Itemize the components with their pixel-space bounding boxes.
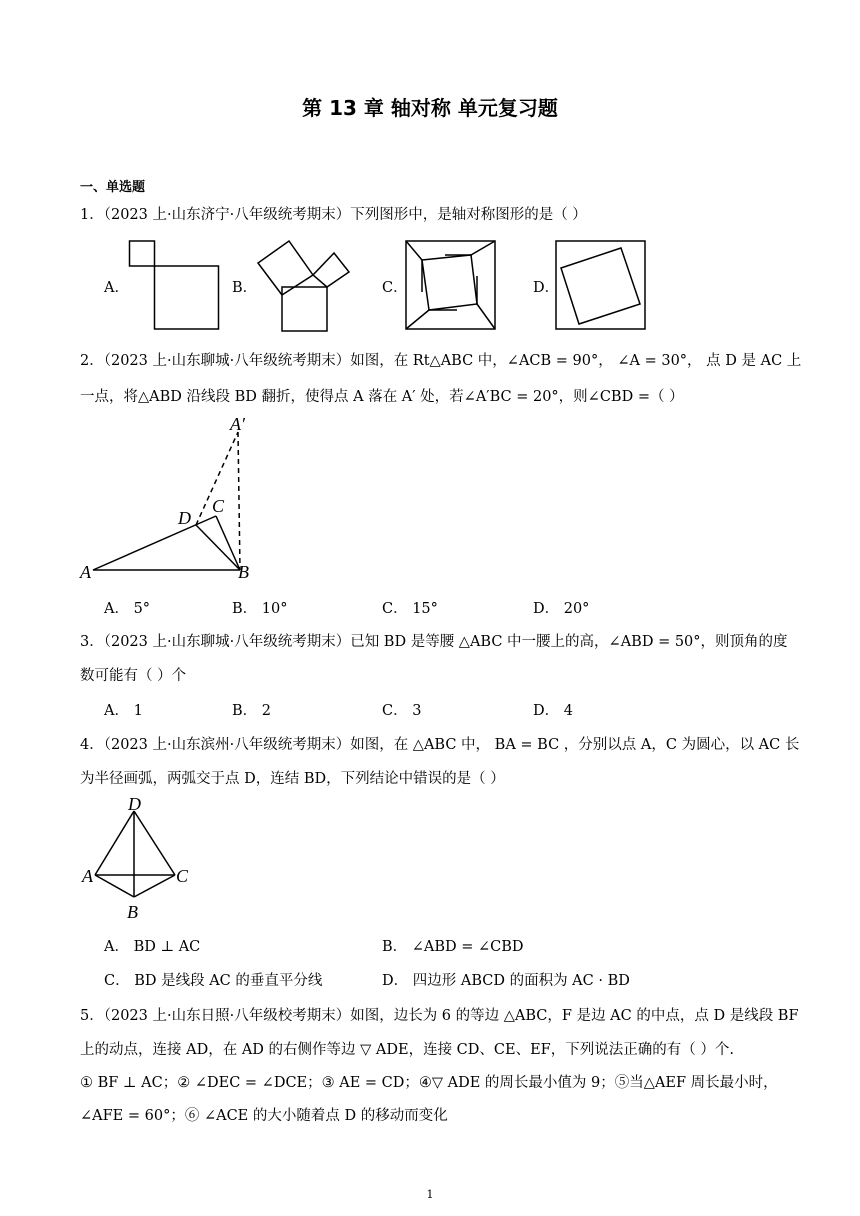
q5-stem-line1: 5．（2023 上·山东日照·八年级校考期末）如图，边长为 6 的等边 △ABC，F 是边 AC 的中点，点 D 是线段 BF <box>80 1008 799 1024</box>
q4-label-b: B <box>127 902 138 922</box>
q4-stem-line2: 为半径画弧，两弧交于点 D，连结 BD，下列结论中错误的是（ ） <box>80 771 505 787</box>
q2-stem-line1: 2．（2023 上·山东聊城·八年级统考期末）如图，在 Rt△ABC 中，∠ACB = 90°， ∠A = 30°， 点 D 是 AC 上 <box>80 353 802 369</box>
section-heading: 一、单选题 <box>80 180 146 195</box>
q1-option-a-label: A． <box>104 280 129 296</box>
q2-option-d: D． 20° <box>533 601 590 617</box>
q5-stem-line2: 上的动点，连接 AD，在 AD 的右侧作等边 ▽ ADE，连接 CD、CE、EF，下列说法正确的有（ ）个. <box>80 1042 734 1058</box>
q2-label-d: D <box>178 508 191 528</box>
q3-stem-line2: 数可能有（ ）个 <box>80 668 187 684</box>
q1-option-c-label: C． <box>382 280 408 296</box>
q4-stem-line1: 4．（2023 上·山东滨州·八年级统考期末）如图，在 △ABC 中， BA = BC ，分别以点 A，C 为圆心，以 AC 长 <box>80 737 800 753</box>
q4-option-a: A． BD ⊥ AC <box>104 939 201 955</box>
q4-option-b: B． ∠ABD = ∠CBD <box>382 939 524 955</box>
q2-option-c: C． 15° <box>382 601 438 617</box>
q2-option-b: B． 10° <box>232 601 288 617</box>
q3-stem-line1: 3．（2023 上·山东聊城·八年级统考期末）已知 BD 是等腰 △ABC 中一腰上的高，∠ABD = 50°，则顶角的度 <box>80 634 788 650</box>
page-number: 1 <box>426 1188 434 1201</box>
q4-option-d: D． 四边形 ABCD 的面积为 AC · BD <box>382 973 630 989</box>
q2-stem-line2: 一点，将△ABD 沿线段 BD 翻折，使得点 A 落在 A′ 处，若∠A′BC = 20°，则∠CBD =（ ） <box>80 389 684 405</box>
q2-option-a: A． 5° <box>104 601 151 617</box>
q2-label-a-prime: A′ <box>230 414 245 434</box>
q2-label-a: A <box>80 562 91 582</box>
q3-option-a: A． 1 <box>104 703 143 719</box>
q1-option-d-label: D． <box>533 280 560 296</box>
q4-option-c: C． BD 是线段 AC 的垂直平分线 <box>104 973 323 989</box>
q2-figure <box>78 412 268 587</box>
q1-figure-a <box>128 238 223 333</box>
q1-stem: 1．（2023 上·山东济宁·八年级统考期末）下列图形中，是轴对称图形的是（ ） <box>80 207 587 223</box>
q1-figure-c <box>405 240 497 332</box>
q3-option-b: B． 2 <box>232 703 271 719</box>
q2-label-b: B <box>238 562 249 582</box>
q5-stem-line4: ∠AFE = 60°；⑥ ∠ACE 的大小随着点 D 的移动而变化 <box>80 1108 448 1124</box>
q1-figure-d <box>555 240 647 332</box>
page-title: 第 13 章 轴对称 单元复习题 <box>302 96 558 120</box>
q4-figure <box>80 794 195 924</box>
q4-label-a: A <box>82 866 93 886</box>
q4-label-d: D <box>128 794 141 814</box>
q1-figure-b <box>256 235 356 335</box>
q3-option-d: D． 4 <box>533 703 573 719</box>
q2-label-c: C <box>212 496 225 516</box>
q1-option-b-label: B． <box>232 280 258 296</box>
q3-option-c: C． 3 <box>382 703 422 719</box>
q4-label-c: C <box>176 866 189 886</box>
q5-stem-line3: ① BF ⊥ AC；② ∠DEC = ∠DCE；③ AE = CD；④▽ ADE 的周长最小值为 9；⑤当△AEF 周长最小时， <box>80 1075 778 1091</box>
